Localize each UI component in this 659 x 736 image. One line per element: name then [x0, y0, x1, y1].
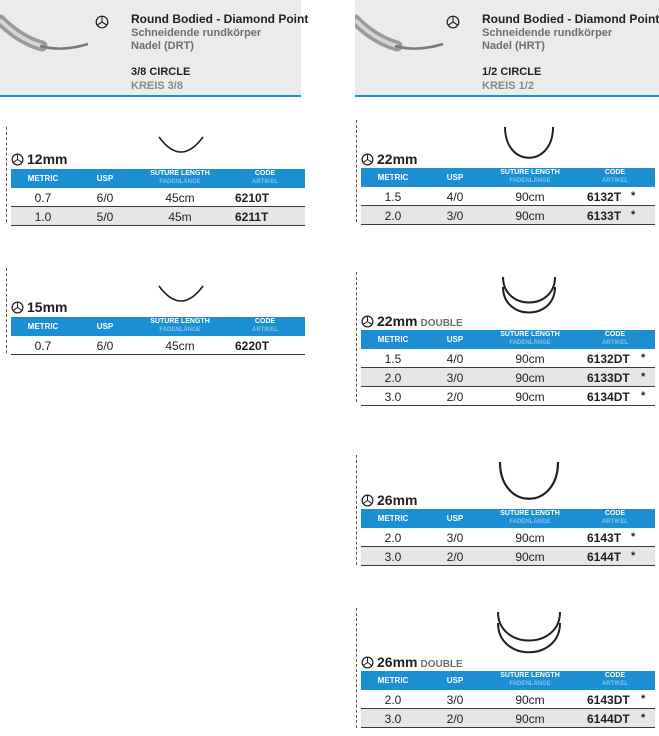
header-left	[0, 0, 309, 97]
cell-code: CODE	[604, 672, 626, 679]
table-row	[11, 336, 305, 355]
cell-code-de: ARTIKEL	[252, 179, 278, 185]
cell-star: *	[631, 209, 636, 221]
cell-code: CODE	[604, 331, 626, 338]
product-block-22mm-double	[356, 272, 657, 402]
cell-star: *	[641, 390, 646, 402]
needle-size	[11, 299, 67, 315]
cell-usp: 4/0	[446, 352, 464, 366]
table-row	[11, 188, 305, 207]
cell-code: CODE	[254, 318, 276, 325]
cell-size: 12mm	[27, 151, 68, 167]
needle-curve-image	[497, 459, 561, 501]
table-header	[361, 330, 655, 349]
cell-metric: 2.0	[384, 531, 402, 545]
cell-length: 90cm	[515, 390, 545, 404]
cell-code-de: ARTIKEL	[252, 327, 278, 333]
diamond-point-icon	[95, 15, 109, 29]
product-block-26mm-double	[356, 608, 657, 728]
cell-length: 90cm	[515, 190, 545, 204]
needle-image	[0, 0, 90, 62]
cell-length: 90cm	[515, 712, 545, 726]
cell-code-de: ARTIKEL	[602, 178, 628, 184]
cell-size: 26mm	[377, 492, 418, 508]
cell-metric: 2.0	[384, 371, 402, 385]
cell-metric: METRIC	[377, 173, 409, 182]
diamond-point-icon	[11, 153, 24, 166]
diamond-point-icon	[11, 301, 24, 314]
cell-usp: 2/0	[446, 550, 464, 564]
cell-code: CODE	[604, 510, 626, 517]
cell-code: 6210T	[235, 191, 270, 205]
cell-metric: METRIC	[377, 676, 409, 685]
needle-size	[11, 151, 67, 167]
cell-length: 90cm	[515, 352, 545, 366]
cell-usp: 3/0	[446, 371, 464, 385]
table-row	[11, 207, 305, 226]
table-header	[11, 317, 305, 336]
cell-usp: 3/0	[446, 693, 464, 707]
cell-star: *	[631, 550, 636, 562]
cell-star: *	[631, 531, 636, 543]
table-row	[361, 528, 655, 547]
cell-suture-length-de: FADENLÄNGE	[509, 681, 551, 687]
cell-size: 15mm	[27, 299, 68, 315]
diamond-point-icon	[361, 315, 374, 328]
product-block-15mm	[6, 268, 305, 353]
cell-metric: 2.0	[384, 693, 402, 707]
header-kreis: KREIS 1/2	[482, 80, 534, 92]
header-subtitle-code: Nadel (HRT)	[482, 40, 545, 52]
header-title: Round Bodied - Diamond Point	[131, 12, 309, 26]
header-subtitle-de: Schneidende rundkörper	[482, 27, 613, 39]
table-header	[361, 168, 655, 187]
cell-code: 6133DT	[587, 371, 630, 385]
needle-curve-image	[502, 124, 556, 160]
double-label: DOUBLE	[420, 659, 463, 670]
cell-star: *	[641, 371, 646, 383]
cell-length: 45m	[168, 210, 192, 224]
diamond-point-icon	[361, 656, 374, 669]
cell-code-de: ARTIKEL	[602, 340, 628, 346]
cell-suture-length: SUTURE LENGTH	[150, 318, 210, 325]
cell-star: *	[631, 190, 636, 202]
cell-suture-length: SUTURE LENGTH	[150, 170, 210, 177]
cell-metric: 3.0	[384, 550, 402, 564]
table-row	[361, 349, 655, 368]
table-row	[361, 690, 655, 709]
table-header	[361, 509, 655, 528]
cell-usp: 3/0	[446, 531, 464, 545]
cell-code: 6132DT	[587, 352, 630, 366]
cell-code: 6144T	[587, 550, 622, 564]
table-row	[361, 547, 655, 566]
cell-suture-length-de: FADENLÄNGE	[509, 340, 551, 346]
double-label: DOUBLE	[420, 318, 463, 329]
header-subtitle-de: Schneidende rundkörper	[131, 27, 262, 39]
table-row	[361, 206, 655, 225]
table-row	[361, 187, 655, 206]
cell-length: 90cm	[515, 371, 545, 385]
header-circle: 3/8 CIRCLE	[131, 66, 191, 78]
cell-suture-length: SUTURE LENGTH	[500, 510, 560, 517]
cell-code: CODE	[254, 170, 276, 177]
cell-metric: METRIC	[377, 514, 409, 523]
col-metric: METRIC	[27, 174, 59, 183]
cell-star: *	[641, 693, 646, 705]
header-circle: 1/2 CIRCLE	[482, 66, 542, 78]
needle-image	[355, 0, 445, 62]
cell-metric: METRIC	[27, 322, 59, 331]
needle-size	[361, 492, 417, 508]
cell-usp: 5/0	[96, 210, 114, 224]
cell-length: 90cm	[515, 531, 545, 545]
table-row	[361, 709, 655, 728]
cell-metric: 0.7	[34, 339, 52, 353]
diamond-point-icon	[361, 153, 374, 166]
cell-metric: 1.0	[34, 210, 52, 224]
header-title: Round Bodied - Diamond Point	[482, 12, 659, 26]
header-right	[355, 0, 659, 97]
needle-size	[361, 151, 417, 167]
cell-size: 22mm	[377, 313, 418, 329]
cell-star: *	[641, 352, 646, 364]
cell-size: 26mm	[377, 654, 418, 670]
product-block-26mm	[356, 455, 657, 565]
cell-usp: 6/0	[96, 339, 114, 353]
cell-metric: 1.5	[384, 352, 402, 366]
cell-suture-length: SUTURE LENGTH	[500, 331, 560, 338]
cell-usp: 2/0	[446, 390, 464, 404]
cell-code: 6143DT	[587, 693, 630, 707]
cell-suture-length-de: FADENLÄNGE	[159, 179, 201, 185]
header-kreis: KREIS 3/8	[131, 80, 183, 92]
double-needle-curve-image	[500, 275, 558, 321]
cell-code: 6144DT	[587, 712, 630, 726]
col-suture-length	[135, 170, 225, 186]
cell-star: *	[641, 712, 646, 724]
cell-code-de: ARTIKEL	[602, 681, 628, 687]
table-header	[361, 671, 655, 690]
col-usp: USP	[96, 174, 114, 183]
cell-usp: 6/0	[96, 191, 114, 205]
cell-suture-length-de: FADENLÄNGE	[509, 519, 551, 525]
cell-code-de: ARTIKEL	[602, 519, 628, 525]
cell-usp: 4/0	[446, 190, 464, 204]
cell-usp: USP	[446, 514, 464, 523]
header-subtitle-code: Nadel (DRT)	[131, 40, 194, 52]
cell-metric: METRIC	[377, 335, 409, 344]
cell-usp: USP	[446, 676, 464, 685]
cell-code: 6220T	[235, 339, 270, 353]
table-row	[361, 387, 655, 406]
cell-code: 6133T	[587, 209, 622, 223]
cell-usp: 3/0	[446, 209, 464, 223]
cell-code: 6143T	[587, 531, 622, 545]
product-block-12mm	[6, 127, 305, 222]
cell-suture-length: SUTURE LENGTH	[500, 672, 560, 679]
needle-curve-image	[157, 282, 205, 306]
cell-length: 45cm	[165, 191, 195, 205]
cell-code: 6134DT	[587, 390, 630, 404]
cell-usp: USP	[96, 322, 114, 331]
cell-code: CODE	[604, 169, 626, 176]
cell-length: 90cm	[515, 693, 545, 707]
cell-length: 90cm	[515, 209, 545, 223]
table-header	[11, 169, 305, 188]
needle-curve-image	[157, 133, 205, 157]
cell-metric: 3.0	[384, 712, 402, 726]
cell-size: 22mm	[377, 151, 418, 167]
cell-metric: 2.0	[384, 209, 402, 223]
cell-suture-length-de: FADENLÄNGE	[509, 178, 551, 184]
diamond-point-icon	[361, 494, 374, 507]
cell-length: 90cm	[515, 550, 545, 564]
cell-length: 45cm	[165, 339, 195, 353]
col-code	[225, 170, 305, 186]
cell-usp: 2/0	[446, 712, 464, 726]
cell-code: 6211T	[235, 210, 269, 224]
diamond-point-icon	[446, 15, 460, 29]
cell-metric: 1.5	[384, 190, 402, 204]
cell-usp: USP	[446, 335, 464, 344]
cell-usp: USP	[446, 173, 464, 182]
table-row	[361, 368, 655, 387]
product-block-22mm	[356, 120, 657, 222]
cell-metric: 0.7	[34, 191, 52, 205]
cell-metric: 3.0	[384, 390, 402, 404]
double-needle-curve-image	[495, 610, 563, 662]
cell-code: 6132T	[587, 190, 622, 204]
cell-suture-length: SUTURE LENGTH	[500, 169, 560, 176]
cell-suture-length-de: FADENLÄNGE	[159, 327, 201, 333]
